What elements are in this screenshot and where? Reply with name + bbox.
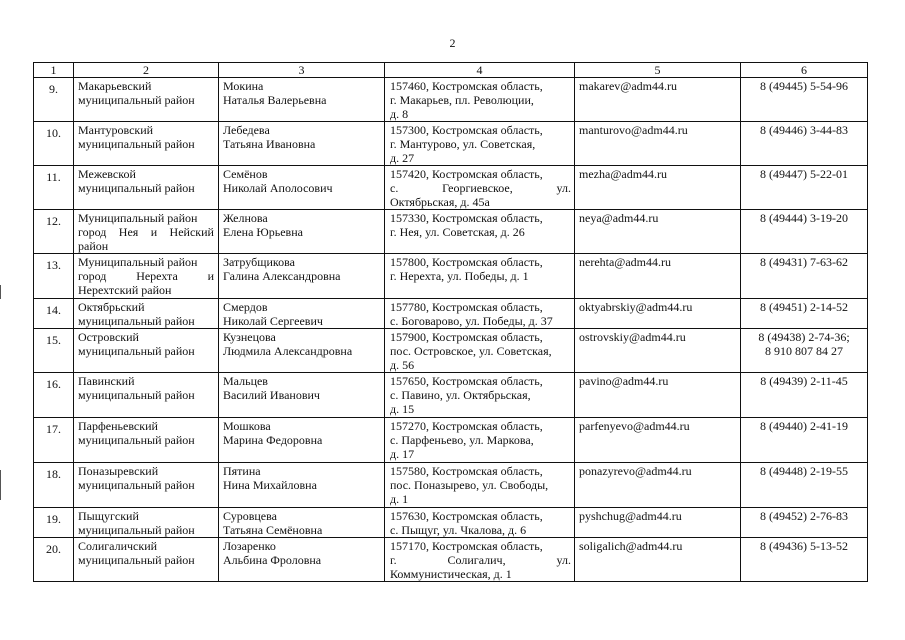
row-number: 16. <box>34 373 74 418</box>
head-name-line: Марина Федоровна <box>223 433 323 447</box>
head-name-cell <box>219 210 385 254</box>
district-line: муниципальный район <box>78 137 195 151</box>
head-name-line: Татьяна Семёновна <box>223 523 323 537</box>
district-cell <box>74 373 219 418</box>
address-cell <box>385 463 575 508</box>
email-cell: oktyabrskiy@adm44.ru <box>575 299 741 329</box>
table-row <box>34 538 868 582</box>
head-name-line: Суровцева <box>223 509 277 523</box>
district-line: муниципальный район <box>78 344 195 358</box>
district-cell <box>74 508 219 538</box>
address-line: с. Боговарово, ул. Победы, д. 37 <box>390 314 553 328</box>
district-line: Парфеньевский <box>78 419 158 433</box>
address-cell <box>385 299 575 329</box>
column-header: 3 <box>219 63 385 78</box>
phone-cell <box>741 254 868 299</box>
head-name-line: Елена Юрьевна <box>223 225 303 239</box>
phone-line: 8 910 807 84 27 <box>765 344 843 358</box>
phone-line: 8 (49451) 2-14-52 <box>760 300 848 314</box>
head-name-line: Татьяна Ивановна <box>223 137 316 151</box>
head-name-cell <box>219 463 385 508</box>
email-cell: nerehta@adm44.ru <box>575 254 741 299</box>
head-name-line: Николай Сергеевич <box>223 314 323 328</box>
address-line: 157460, Костромская область, <box>390 79 543 93</box>
district-line: район <box>78 239 109 253</box>
head-name-line: Кузнецова <box>223 330 276 344</box>
head-name-cell <box>219 329 385 373</box>
head-name-cell <box>219 78 385 122</box>
phone-line: 8 (49445) 5-54-96 <box>760 79 848 93</box>
row-number: 20. <box>34 538 74 582</box>
address-line: Октябрьская, д. 45а <box>390 195 490 209</box>
address-cell <box>385 254 575 299</box>
email-cell: ostrovskiy@adm44.ru <box>575 329 741 373</box>
head-name-line: Людмила Александровна <box>223 344 353 358</box>
head-name-line: Лозаренко <box>223 539 276 553</box>
district-line: Поназыревский <box>78 464 159 478</box>
address-cell <box>385 538 575 582</box>
head-name-cell <box>219 508 385 538</box>
district-cell <box>74 463 219 508</box>
scan-edge-mark <box>0 285 1 299</box>
phone-line: 8 (49448) 2-19-55 <box>760 464 848 478</box>
table-row <box>34 329 868 373</box>
row-number: 19. <box>34 508 74 538</box>
district-line: муниципальный район <box>78 433 195 447</box>
address-line: 157580, Костромская область, <box>390 464 543 478</box>
address-line: 157800, Костромская область, <box>390 255 543 269</box>
address-line: 157650, Костромская область, <box>390 374 543 388</box>
row-number: 11. <box>34 166 74 210</box>
phone-line: 8 (49436) 5-13-52 <box>760 539 848 553</box>
district-cell <box>74 299 219 329</box>
phone-cell <box>741 418 868 463</box>
district-cell <box>74 538 219 582</box>
table-row <box>34 508 868 538</box>
email-cell: mezha@adm44.ru <box>575 166 741 210</box>
email-cell: manturovo@adm44.ru <box>575 122 741 166</box>
district-line: город Нея и Нейский <box>78 225 214 239</box>
address-cell <box>385 166 575 210</box>
head-name-line: Наталья Валерьевна <box>223 93 327 107</box>
table-row <box>34 166 868 210</box>
district-cell <box>74 254 219 299</box>
address-line: 157270, Костромская область, <box>390 419 543 433</box>
email-cell: neya@adm44.ru <box>575 210 741 254</box>
district-cell <box>74 166 219 210</box>
column-header: 5 <box>575 63 741 78</box>
head-name-cell <box>219 299 385 329</box>
table-row <box>34 418 868 463</box>
address-line: с. Парфеньево, ул. Маркова, <box>390 433 534 447</box>
head-name-line: Галина Александровна <box>223 269 341 283</box>
phone-cell <box>741 538 868 582</box>
phone-line: 8 (49438) 2-74-36; <box>758 330 850 344</box>
email-cell: pavino@adm44.ru <box>575 373 741 418</box>
head-name-line: Затрубщикова <box>223 255 295 269</box>
district-line: Мантуровский <box>78 123 154 137</box>
address-cell <box>385 122 575 166</box>
phone-cell <box>741 508 868 538</box>
table-row <box>34 299 868 329</box>
phone-cell <box>741 122 868 166</box>
column-header: 4 <box>385 63 575 78</box>
head-name-line: Лебедева <box>223 123 270 137</box>
phone-cell <box>741 78 868 122</box>
address-cell <box>385 373 575 418</box>
district-line: муниципальный район <box>78 388 195 402</box>
table-row <box>34 373 868 418</box>
address-cell <box>385 418 575 463</box>
row-number: 10. <box>34 122 74 166</box>
phone-cell <box>741 373 868 418</box>
address-line: д. 8 <box>390 107 409 121</box>
district-line: муниципальный район <box>78 523 195 537</box>
email-cell: ponazyrevo@adm44.ru <box>575 463 741 508</box>
row-number: 12. <box>34 210 74 254</box>
head-name-line: Мошкова <box>223 419 271 433</box>
address-line: г. Макарьев, пл. Революции, <box>390 93 534 107</box>
phone-cell <box>741 463 868 508</box>
address-line: г. Мантурово, ул. Советская, <box>390 137 536 151</box>
district-line: Солигаличский <box>78 539 158 553</box>
head-name-line: Василий Иванович <box>223 388 320 402</box>
column-header: 6 <box>741 63 868 78</box>
head-name-line: Альбина Фроловна <box>223 553 322 567</box>
address-cell <box>385 329 575 373</box>
address-cell <box>385 78 575 122</box>
address-line: д. 1 <box>390 492 409 506</box>
phone-line: 8 (49452) 2-76-83 <box>760 509 848 523</box>
address-line: 157780, Костромская область, <box>390 300 543 314</box>
district-line: Островский <box>78 330 139 344</box>
district-cell <box>74 418 219 463</box>
district-line: Октябрьский <box>78 300 145 314</box>
district-cell <box>74 78 219 122</box>
phone-cell <box>741 210 868 254</box>
district-line: Межевской <box>78 167 136 181</box>
district-line: Муниципальный район <box>78 211 198 225</box>
row-number: 9. <box>34 78 74 122</box>
district-line: муниципальный район <box>78 314 195 328</box>
district-line: Муниципальный район <box>78 255 198 269</box>
phone-line: 8 (49439) 2-11-45 <box>760 374 848 388</box>
address-line: пос. Поназырево, ул. Свободы, <box>390 478 549 492</box>
address-line: г. Нея, ул. Советская, д. 26 <box>390 225 525 239</box>
email-cell: pyshchug@adm44.ru <box>575 508 741 538</box>
phone-line: 8 (49444) 3-19-20 <box>760 211 848 225</box>
table-header-row <box>34 63 868 78</box>
head-name-line: Николай Аполосович <box>223 181 333 195</box>
head-name-line: Желнова <box>223 211 268 225</box>
district-cell <box>74 122 219 166</box>
head-name-line: Нина Михайловна <box>223 478 317 492</box>
address-line: 157300, Костромская область, <box>390 123 543 137</box>
district-line: Пыщугский <box>78 509 139 523</box>
table-row <box>34 78 868 122</box>
row-number: 18. <box>34 463 74 508</box>
address-line: с. Георгиевское, ул. <box>390 181 571 195</box>
district-line: Нерехтский район <box>78 283 172 297</box>
row-number: 15. <box>34 329 74 373</box>
address-line: д. 15 <box>390 402 415 416</box>
address-line: д. 17 <box>390 447 415 461</box>
column-header: 1 <box>34 63 74 78</box>
email-cell: makarev@adm44.ru <box>575 78 741 122</box>
address-line: Коммунистическая, д. 1 <box>390 567 512 581</box>
district-cell <box>74 329 219 373</box>
phone-cell <box>741 329 868 373</box>
phone-line: 8 (49431) 7-63-62 <box>760 255 848 269</box>
district-line: Макарьевский <box>78 79 152 93</box>
address-line: с. Пыщуг, ул. Чкалова, д. 6 <box>390 523 527 537</box>
address-line: г. Нерехта, ул. Победы, д. 1 <box>390 269 529 283</box>
phone-line: 8 (49447) 5-22-01 <box>760 167 848 181</box>
row-number: 14. <box>34 299 74 329</box>
address-line: 157420, Костромская область, <box>390 167 543 181</box>
address-line: 157330, Костромская область, <box>390 211 543 225</box>
scan-edge-mark <box>0 470 1 500</box>
head-name-line: Пятина <box>223 464 261 478</box>
head-name-line: Смердов <box>223 300 268 314</box>
head-name-cell <box>219 122 385 166</box>
district-line: муниципальный район <box>78 93 195 107</box>
district-line: муниципальный район <box>78 181 195 195</box>
district-line: муниципальный район <box>78 478 195 492</box>
phone-line: 8 (49446) 3-44-83 <box>760 123 848 137</box>
head-name-line: Мальцев <box>223 374 268 388</box>
head-name-line: Мокина <box>223 79 264 93</box>
head-name-cell <box>219 538 385 582</box>
phone-line: 8 (49440) 2-41-19 <box>760 419 848 433</box>
row-number: 17. <box>34 418 74 463</box>
email-cell: soligalich@adm44.ru <box>575 538 741 582</box>
head-name-cell <box>219 373 385 418</box>
table-row <box>34 122 868 166</box>
address-line: г. Солигалич, ул. <box>390 553 571 567</box>
phone-cell <box>741 166 868 210</box>
email-cell: parfenyevo@adm44.ru <box>575 418 741 463</box>
head-name-cell <box>219 254 385 299</box>
page-number: 2 <box>449 36 456 50</box>
row-number: 13. <box>34 254 74 299</box>
table-row <box>34 210 868 254</box>
address-line: пос. Островское, ул. Советская, <box>390 344 552 358</box>
address-line: 157170, Костромская область, <box>390 539 543 553</box>
address-line: д. 27 <box>390 151 415 165</box>
address-line: д. 56 <box>390 358 415 372</box>
district-line: муниципальный район <box>78 553 195 567</box>
address-cell <box>385 508 575 538</box>
district-line: город Нерехта и <box>78 269 214 283</box>
districts-table <box>33 62 868 582</box>
table-row <box>34 463 868 508</box>
head-name-cell <box>219 166 385 210</box>
address-cell <box>385 210 575 254</box>
address-line: с. Павино, ул. Октябрьская, <box>390 388 531 402</box>
table-row <box>34 254 868 299</box>
district-cell <box>74 210 219 254</box>
phone-cell <box>741 299 868 329</box>
district-line: Павинский <box>78 374 135 388</box>
head-name-line: Семёнов <box>223 167 268 181</box>
head-name-cell <box>219 418 385 463</box>
column-header: 2 <box>74 63 219 78</box>
address-line: 157630, Костромская область, <box>390 509 543 523</box>
address-line: 157900, Костромская область, <box>390 330 543 344</box>
